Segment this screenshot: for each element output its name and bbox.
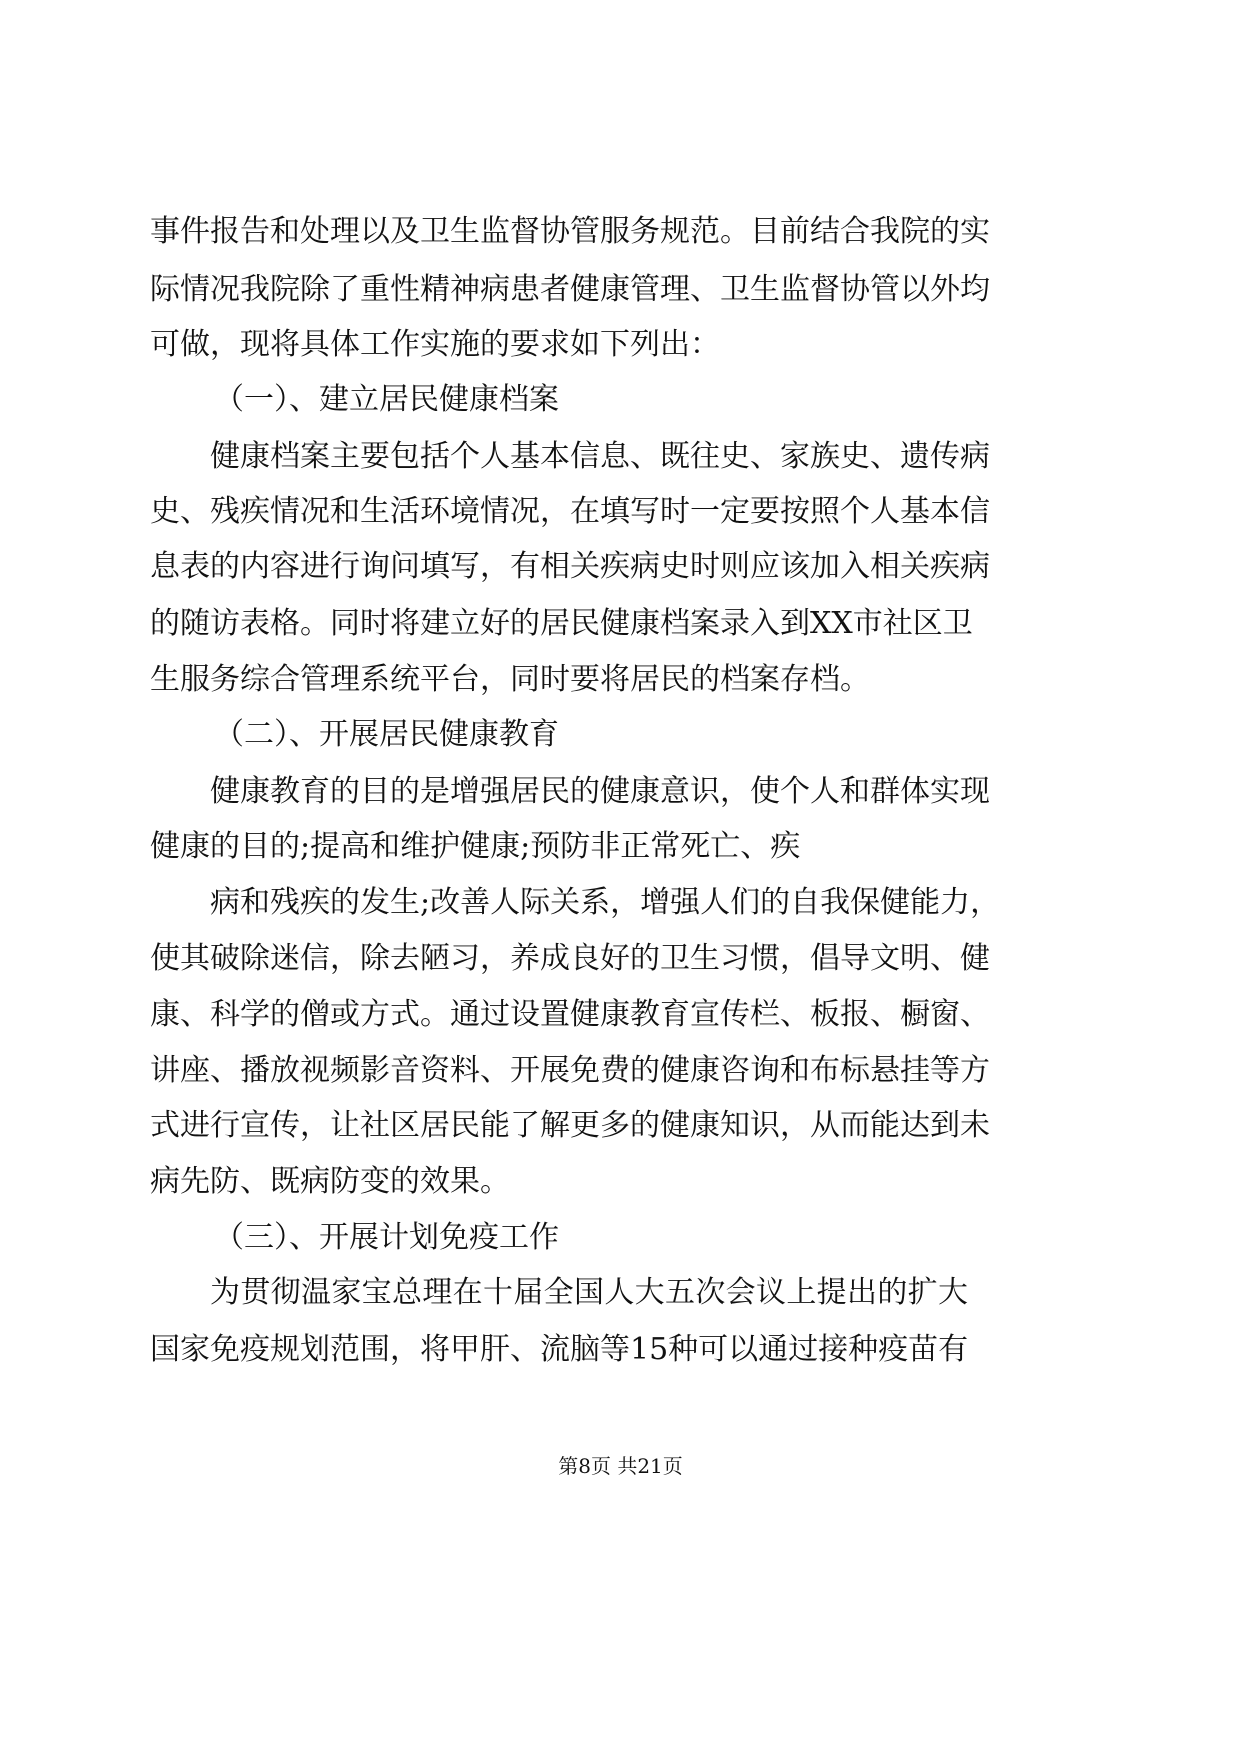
body-text-line: 式进行宣传，让社区居民能了解更多的健康知识，从而能达到未: [150, 1108, 990, 1143]
body-text-line: 为贯彻温家宝总理在十届全国人大五次会议上提出的扩大: [210, 1275, 968, 1310]
body-text-line: 讲座、播放视频影音资料、开展免费的健康咨询和布标悬挂等方: [150, 1053, 990, 1088]
body-text-line: 病先防、既病防变的效果。: [150, 1164, 510, 1199]
section-heading: （三）、开展计划免疫工作: [214, 1220, 559, 1255]
body-text-line: 使其破除迷信，除去陋习，养成良好的卫生习惯，倡导文明、健: [150, 941, 990, 976]
body-text-line: 息表的内容进行询问填写，有相关疾病史时则应该加入相关疾病: [150, 549, 990, 584]
page-number-footer: 第8页 共21页: [558, 1454, 683, 1478]
body-text-line: 的随访表格。同时将建立好的居民健康档案录入到XX市社区卫: [150, 606, 973, 641]
body-text-line: 健康的目的;提高和维护健康;预防非正常死亡、疾: [150, 829, 801, 864]
body-text-line: 际情况我院除了重性精神病患者健康管理、卫生监督协管以外均: [150, 272, 990, 307]
body-text-line: 国家免疫规划范围，将甲肝、流脑等15种可以通过接种疫苗有: [150, 1332, 969, 1367]
body-text-line: 病和残疾的发生;改善人际关系，增强人们的自我保健能力，: [210, 885, 1001, 920]
body-text-line: 健康教育的目的是增强居民的健康意识，使个人和群体实现: [210, 774, 990, 809]
body-text-line: 史、残疾情况和生活环境情况，在填写时一定要按照个人基本信: [150, 494, 990, 529]
body-text-line: 健康档案主要包括个人基本信息、既往史、家族史、遗传病: [210, 439, 990, 474]
body-text-line: 事件报告和处理以及卫生监督协管服务规范。目前结合我院的实: [150, 214, 990, 249]
body-text-line: 康、科学的僧或方式。通过设置健康教育宣传栏、板报、橱窗、: [150, 997, 990, 1032]
section-heading: （一）、建立居民健康档案: [214, 382, 559, 417]
body-text-line: 可做，现将具体工作实施的要求如下列出：: [150, 327, 720, 362]
section-heading: （二）、开展居民健康教育: [214, 717, 559, 752]
body-text-line: 生服务综合管理系统平台，同时要将居民的档案存档。: [150, 662, 870, 697]
